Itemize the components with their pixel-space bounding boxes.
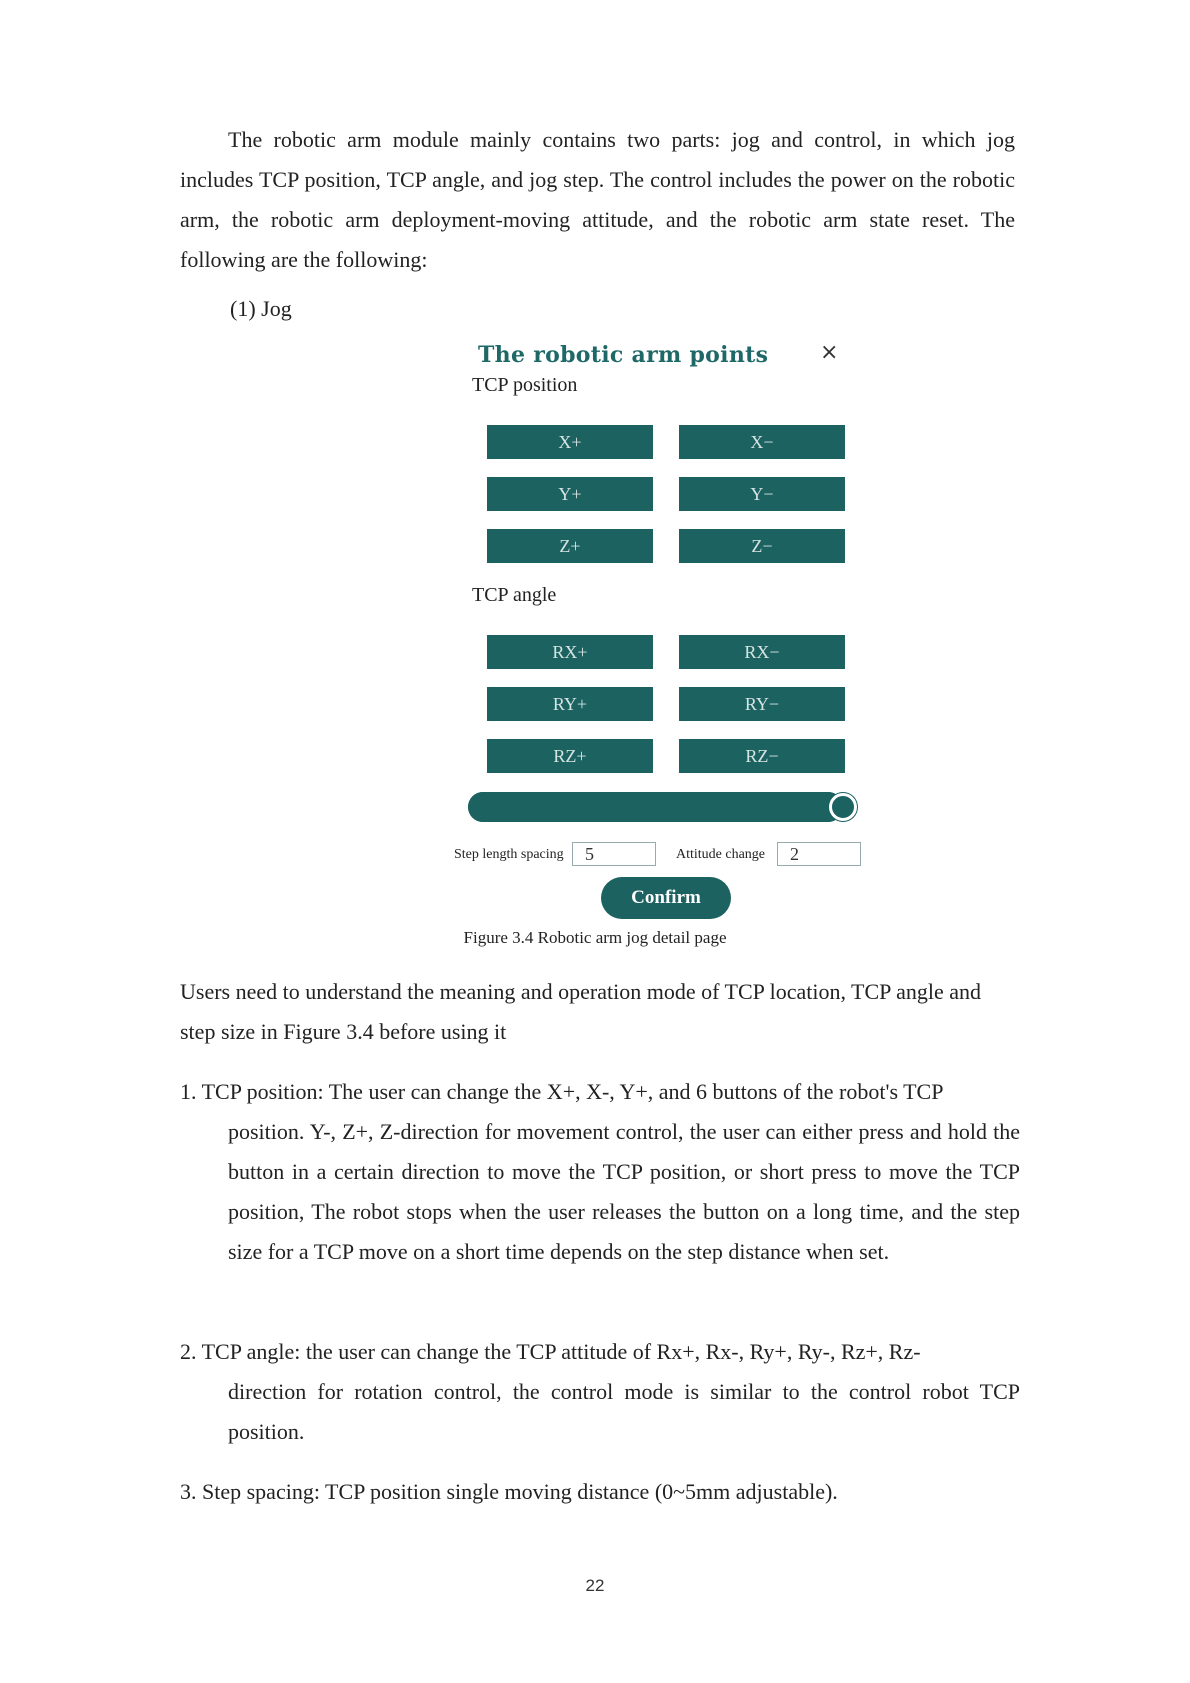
confirm-button[interactable]: Confirm (601, 877, 731, 919)
tcp-angle-label: TCP angle (472, 584, 557, 606)
slider-fill (468, 792, 843, 822)
y-minus-button[interactable]: Y− (679, 477, 845, 511)
jog-heading: (1) Jog (230, 296, 292, 321)
z-plus-button[interactable]: Z+ (487, 529, 653, 563)
slider-handle[interactable] (829, 793, 857, 821)
rz-minus-button[interactable]: RZ− (679, 739, 845, 773)
rz-plus-button[interactable]: RZ+ (487, 739, 653, 773)
ry-plus-button[interactable]: RY+ (487, 687, 653, 721)
step-length-label: Step length spacing (454, 847, 564, 862)
dialog-title: The robotic arm points (478, 342, 769, 368)
list-item-first-line: 2. TCP angle: the user can change the TCP attitude of Rx+, Rx-, Ry+, Ry-, Rz+, Rz- (180, 1339, 921, 1364)
usage-paragraph: Users need to understand the meaning and operation mode of TCP location, TCP angle and step size in Figure 3.4 before using it (180, 979, 981, 1044)
figure-caption: Figure 3.4 Robotic arm jog detail page (463, 928, 727, 947)
x-minus-button[interactable]: X− (679, 425, 845, 459)
list-item-first-line: 3. Step spacing: TCP position single moving distance (0~5mm adjustable). (180, 1479, 838, 1504)
step-length-input[interactable] (572, 842, 656, 866)
list-item-tcp-angle (180, 1332, 1020, 1452)
close-icon[interactable]: × (820, 340, 839, 365)
attitude-change-input[interactable] (777, 842, 861, 866)
page-number: 22 (585, 1576, 605, 1595)
rx-minus-button[interactable]: RX− (679, 635, 845, 669)
tcp-position-label: TCP position (472, 374, 578, 396)
list-item-continuation: position. Y-, Z+, Z-direction for movement control, the user can either press and hold the button in a certain direction to move the TCP position, or short press to move the TCP position, The robot stops when the user releases the button on a long time, and the step size for a TCP move on a short time depends on the step distance when set. (228, 1119, 1020, 1264)
step-slider[interactable] (468, 792, 843, 822)
intro-paragraph: The robotic arm module mainly contains two parts: jog and control, in which jog includes TCP position, TCP angle, and jog step. The control includes the power on the robotic arm, the robotic arm deployment-moving attitude, and the robotic arm state reset. The following are the following: (180, 127, 1015, 272)
rx-plus-button[interactable]: RX+ (487, 635, 653, 669)
z-minus-button[interactable]: Z− (679, 529, 845, 563)
list-item-tcp-position (180, 1072, 1020, 1272)
list-item-step-spacing (180, 1472, 1020, 1512)
ry-minus-button[interactable]: RY− (679, 687, 845, 721)
attitude-change-label: Attitude change (676, 847, 766, 862)
jog-dialog (452, 332, 872, 922)
x-plus-button[interactable]: X+ (487, 425, 653, 459)
y-plus-button[interactable]: Y+ (487, 477, 653, 511)
list-item-continuation: direction for rotation control, the control mode is similar to the control robot TCP position. (228, 1379, 1020, 1444)
list-item-first-line: 1. TCP position: The user can change the X+, X-, Y+, and 6 buttons of the robot's TCP (180, 1079, 944, 1104)
